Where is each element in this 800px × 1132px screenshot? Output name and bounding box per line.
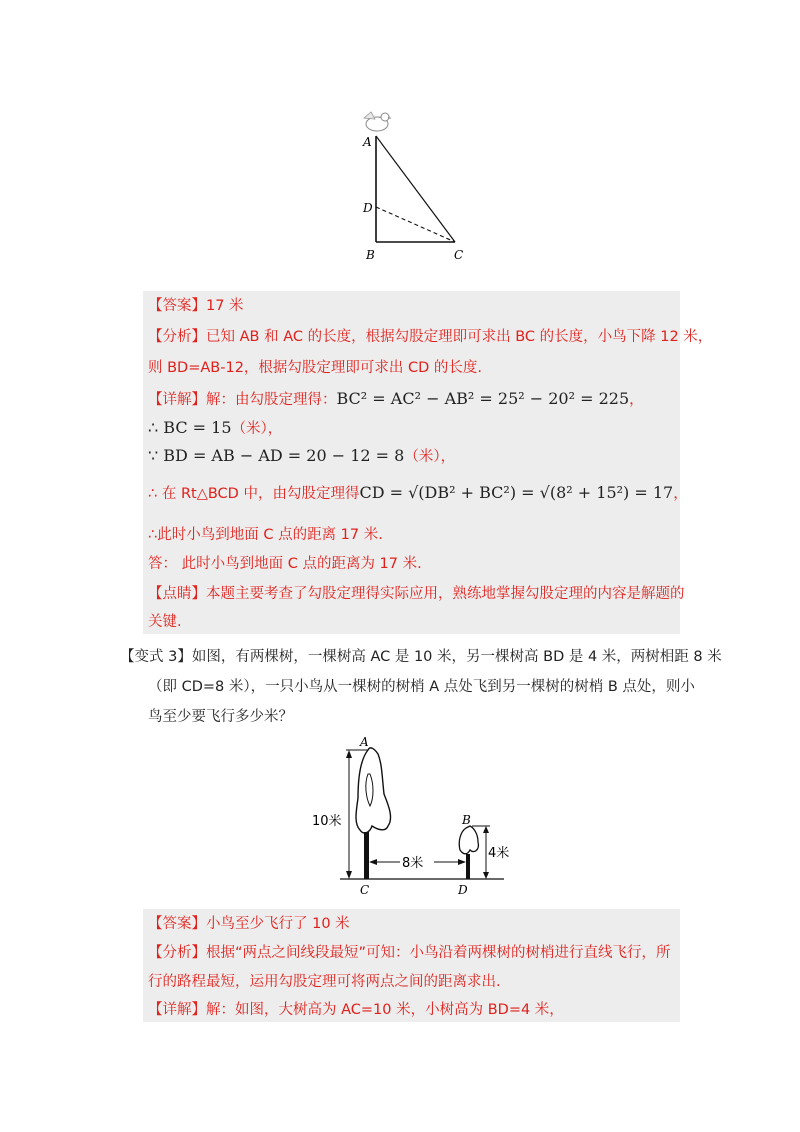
- height-small-label: 4米: [488, 846, 510, 861]
- answer3-tag: 【答案】: [148, 916, 206, 932]
- triangle-figure: [355, 108, 475, 268]
- question-line-1: [120, 647, 722, 667]
- answer-line: [148, 296, 244, 316]
- analysis-line-1: [148, 327, 712, 347]
- label-a: A: [363, 135, 372, 149]
- detail3-line-1: [148, 1000, 564, 1020]
- answer3-text: 小鸟至少飞行了 10 米: [206, 916, 350, 932]
- analysis-text-1: 已知 AB 和 AC 的长度，根据勾股定理即可求出 BC 的长度，小鸟下降 12 米，: [206, 329, 713, 345]
- comment-tag: 【点睛】: [148, 586, 206, 602]
- label-d: D: [363, 201, 373, 215]
- detail-pre-4: ∴ 在 Rt△BCD 中，由勾股定理得: [148, 486, 360, 502]
- label-c: C: [454, 248, 464, 262]
- bird-icon: [364, 112, 392, 131]
- tree-label-d: D: [458, 883, 468, 897]
- height-big-label: 10米: [312, 814, 342, 829]
- answer3-line: [148, 914, 350, 934]
- analysis-tag: 【分析】: [148, 329, 206, 345]
- analysis3-line-1: [148, 943, 671, 963]
- detail-math-2: ∴ BC = 15: [148, 418, 232, 437]
- tree-label-a: A: [360, 735, 369, 749]
- question-line-3: 鸟至少要飞行多少米？: [148, 709, 293, 725]
- big-tree-icon: [356, 748, 391, 879]
- analysis3-tag: 【分析】: [148, 945, 206, 961]
- detail-line-6: 答： 此时小鸟到地面 C 点的距离为 17 米.: [148, 556, 422, 572]
- detail3-tag: 【详解】: [148, 1002, 206, 1018]
- small-tree-icon: [459, 826, 478, 879]
- analysis3-text-1: 根据“两点之间线段最短”可知：小鸟沿着两棵树的树梢进行直线飞行，所: [206, 945, 671, 961]
- analysis-line-2: 则 BD=AB-12，根据勾股定理即可求出 CD 的长度.: [148, 360, 483, 376]
- analysis3-line-2: 行的路程最短，运用勾股定理可将两点之间的距离求出.: [148, 974, 501, 990]
- detail-unit-2: （米），: [231, 421, 283, 437]
- detail-math-1: BC² = AC² − AB² = 25² − 20² = 225: [336, 389, 630, 408]
- question-text-1: 如图，有两棵树，一棵树高 AC 是 10 米，另一棵树高 BD 是 4 米，两树相距 8 米: [191, 649, 722, 665]
- tree-label-b: B: [462, 813, 471, 827]
- detail-line-2: [148, 418, 282, 439]
- detail-line-5: ∴此时小鸟到地面 C 点的距离 17 米.: [148, 527, 383, 543]
- detail-line-4: [148, 483, 688, 504]
- detail-math-4: CD = √(DB² + BC²) = √(8² + 15²) = 17: [359, 483, 674, 502]
- comment-line-2: 关键.: [148, 614, 182, 630]
- detail-end-1: ，: [629, 392, 644, 408]
- detail-tag: 【详解】: [148, 392, 206, 408]
- comment-line-1: [148, 584, 685, 604]
- question-line-2: （即 CD=8 米），一只小鸟从一棵树的树梢 A 点处飞到另一棵树的树梢 B 点处，则小: [148, 679, 695, 695]
- answer-text: 17 米: [206, 298, 244, 314]
- distance-label: 8米: [402, 856, 424, 871]
- detail-line-3: [148, 446, 455, 467]
- comment-text-1: 本题主要考查了勾股定理得实际应用，熟练地掌握勾股定理的内容是解题的: [206, 586, 685, 602]
- trees-figure: [308, 732, 518, 897]
- detail-math-3: ∵ BD = AB − AD = 20 − 12 = 8: [148, 446, 405, 465]
- detail3-text-1: 解：如图，大树高为 AC=10 米，小树高为 BD=4 米，: [206, 1002, 564, 1018]
- answer-tag: 【答案】: [148, 298, 206, 314]
- detail-text-1: 解：由勾股定理得：: [206, 392, 337, 408]
- detail-line-1: [148, 389, 644, 410]
- detail-unit-3: （米），: [404, 449, 456, 465]
- detail-end-4: ，: [673, 486, 688, 502]
- tree-label-c: C: [360, 883, 370, 897]
- label-b: B: [366, 248, 375, 262]
- question-tag: 【变式 3】: [120, 649, 192, 665]
